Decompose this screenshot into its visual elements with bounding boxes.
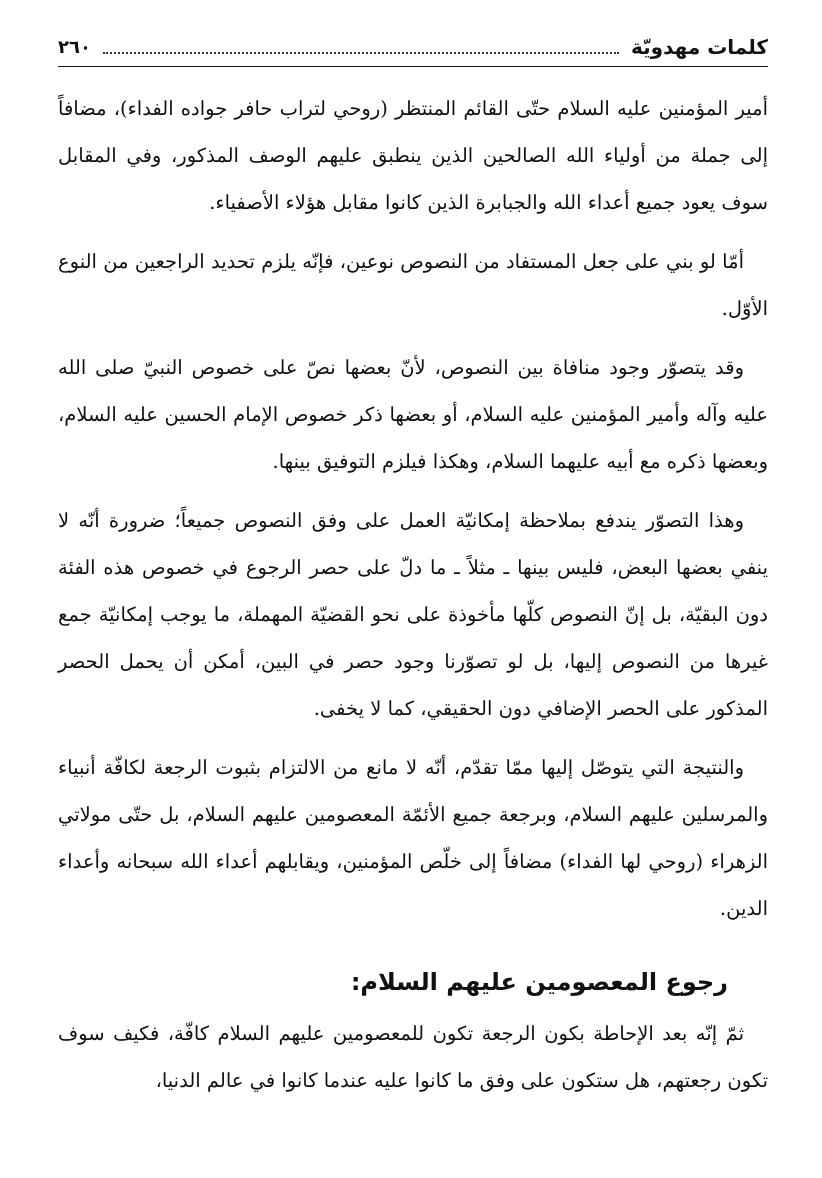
paragraph-5: والنتيجة التي يتوصّل إليها ممّا تقدّم، أنّه لا مانع من الالتزام بثبوت الرجعة لكافّة أنبياء والمرسلين عليهم السلام، وبرجعة جميع الأئمّة المعصومين عليهم السلام، بل حتّى مولاتي الزهراء (روحي لها الفداء) مضافاً إلى خلّص المؤمنين، ويقابلهم أعداء الله سبحانه وأعداء الدين. bbox=[58, 756, 768, 920]
page-number: ٢٦٠ bbox=[58, 36, 91, 58]
paragraph-1: أمير المؤمنين عليه السلام حتّى القائم المنتظر (روحي لتراب حافر جواده الفداء)، مضافاً إلى جملة من أولياء الله الصالحين الذين ينطبق عليهم الوصف المذكور، وفي المقابل سوف يعود جميع أعداء الله والجبابرة الذين كانوا مقابل هؤلاء الأصفياء. bbox=[58, 97, 768, 214]
running-title: كلمات مهدويّة bbox=[631, 35, 768, 59]
page-header bbox=[58, 30, 768, 67]
paragraph-4: وهذا التصوّر يندفع بملاحظة إمكانيّة العمل على وفق النصوص جميعاً؛ ضرورة أنّه لا ينفي بعضها البعض، فليس بينها ـ مثلاً ـ ما دلّ على حصر الرجوع في خصوص هذه الفئة دون البقيّة، بل إنّ النصوص كلّها مأخوذة على نحو القضيّة المهملة، ما يوجب إمكانيّة جمع غيرها من النصوص إليها، بل لو تصوّرنا وجود حصر في البين، أمكن أن يحمل الحصر المذكور على الحصر الإضافي دون الحقيقي، كما لا يخفى. bbox=[58, 509, 768, 720]
paragraph-2: أمّا لو بني على جعل المستفاد من النصوص نوعين، فإنّه يلزم تحديد الراجعين من النوع الأوّل. bbox=[58, 250, 768, 320]
dotted-leader bbox=[103, 40, 619, 54]
book-page bbox=[58, 30, 768, 1104]
section-paragraph: ثمّ إنّه بعد الإحاطة بكون الرجعة تكون للمعصومين عليهم السلام كافّة، فكيف سوف تكون رجعتهم، هل ستكون على وفق ما كانوا عليه عندما كانوا في عالم الدنيا، bbox=[58, 1022, 768, 1092]
section-heading: رجوع المعصومين عليهم السلام: bbox=[350, 968, 728, 996]
paragraph-3: وقد يتصوّر وجود منافاة بين النصوص، لأنّ بعضها نصّ على خصوص النبيّ صلى الله عليه وآله وأمير المؤمنين عليه السلام، أو بعضها ذكر خصوص الإمام الحسين عليه السلام، وبعضها ذكره مع أبيه عليهما السلام، وهكذا فيلزم التوفيق بينها. bbox=[58, 356, 768, 473]
body-text bbox=[58, 85, 768, 1104]
